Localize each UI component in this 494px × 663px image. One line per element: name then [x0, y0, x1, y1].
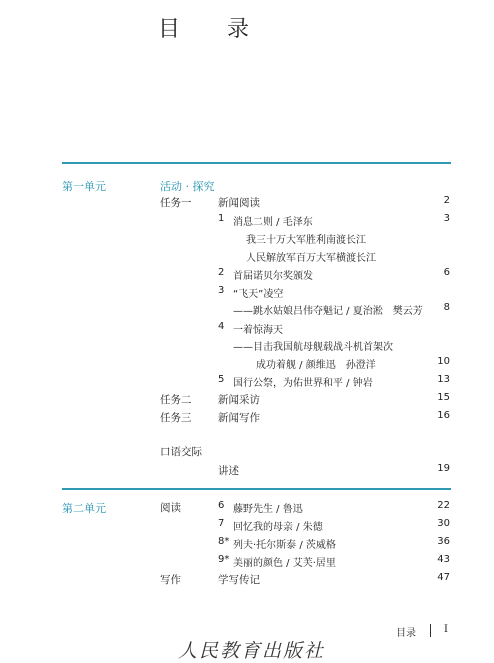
item-number: 2 [218, 267, 225, 278]
item-number: 8* [218, 536, 230, 547]
item-subtitle[interactable]: 人民解放军百万大军横渡长江 [246, 253, 376, 264]
item-title[interactable]: 藤野先生 / 鲁迅 [233, 504, 303, 515]
footer-page-number: I [444, 624, 448, 635]
item-subtitle[interactable]: 成功着舰 / 颜维迅 孙澄洋 [256, 360, 376, 371]
page-title: 目 录 [158, 17, 269, 42]
oral-page: 19 [437, 463, 450, 474]
item-page: 43 [437, 554, 450, 565]
footer-divider [430, 624, 431, 637]
task3-title[interactable]: 新闻写作 [218, 412, 260, 424]
item-page: 22 [437, 500, 450, 511]
item-number: 4 [218, 321, 225, 332]
writing-label: 写作 [160, 574, 181, 586]
item-page: 8 [443, 302, 450, 313]
item-number: 7 [218, 518, 225, 529]
item-page: 10 [437, 356, 450, 367]
item-number: 3 [218, 285, 225, 296]
item-title[interactable]: 消息二则 / 毛泽东 [233, 217, 313, 228]
item-title[interactable]: 回忆我的母亲 / 朱德 [233, 522, 323, 533]
unit2-divider [62, 488, 451, 490]
oral-label: 口语交际 [160, 446, 202, 458]
task2-title[interactable]: 新闻采访 [218, 394, 260, 406]
task2-page: 15 [437, 392, 450, 403]
item-page: 3 [443, 213, 450, 224]
item-number: 6 [218, 500, 225, 511]
item-title[interactable]: “飞天”凌空 [233, 289, 284, 300]
unit1-label: 第一单元 [62, 180, 106, 193]
item-title[interactable]: 列夫·托尔斯泰 / 茨威格 [233, 540, 336, 551]
item-title[interactable]: 国行公祭，为佑世界和平 / 钟岩 [233, 378, 373, 389]
unit2-label: 第二单元 [62, 502, 106, 515]
unit1-section-title: 活动 · 探究 [160, 180, 215, 193]
item-title[interactable]: 美丽的颜色 / 艾芙·居里 [233, 558, 336, 569]
writing-page: 47 [437, 572, 450, 583]
task3-label: 任务三 [160, 412, 192, 424]
item-number: 5 [218, 374, 225, 385]
task1-title[interactable]: 新闻阅读 [218, 197, 260, 209]
oral-title[interactable]: 讲述 [218, 465, 239, 477]
item-page: 6 [443, 267, 450, 278]
item-page: 30 [437, 518, 450, 529]
item-page: 13 [437, 374, 450, 385]
item-number: 9* [218, 554, 230, 565]
item-number: 1 [218, 213, 225, 224]
reading-label: 阅读 [160, 502, 181, 514]
item-title[interactable]: 一着惊海天 [233, 325, 283, 336]
item-subtitle[interactable]: 我三十万大军胜利南渡长江 [246, 235, 366, 246]
writing-title[interactable]: 学写传记 [218, 574, 260, 586]
publisher-logo: 人民教育出版社 [178, 640, 326, 662]
unit1-divider [62, 162, 451, 164]
item-title[interactable]: 首届诺贝尔奖颁发 [233, 271, 313, 282]
task1-page: 2 [443, 195, 450, 206]
item-page: 36 [437, 536, 450, 547]
item-subtitle[interactable]: ——跳水姑娘吕伟夺魁记 / 夏治淞 樊云芳 [233, 306, 423, 317]
footer-label: 目录 [396, 628, 416, 639]
task3-page: 16 [437, 410, 450, 421]
task2-label: 任务二 [160, 394, 192, 406]
task1-label: 任务一 [160, 197, 192, 209]
item-subtitle[interactable]: ——目击我国航母舰载战斗机首架次 [233, 342, 393, 353]
